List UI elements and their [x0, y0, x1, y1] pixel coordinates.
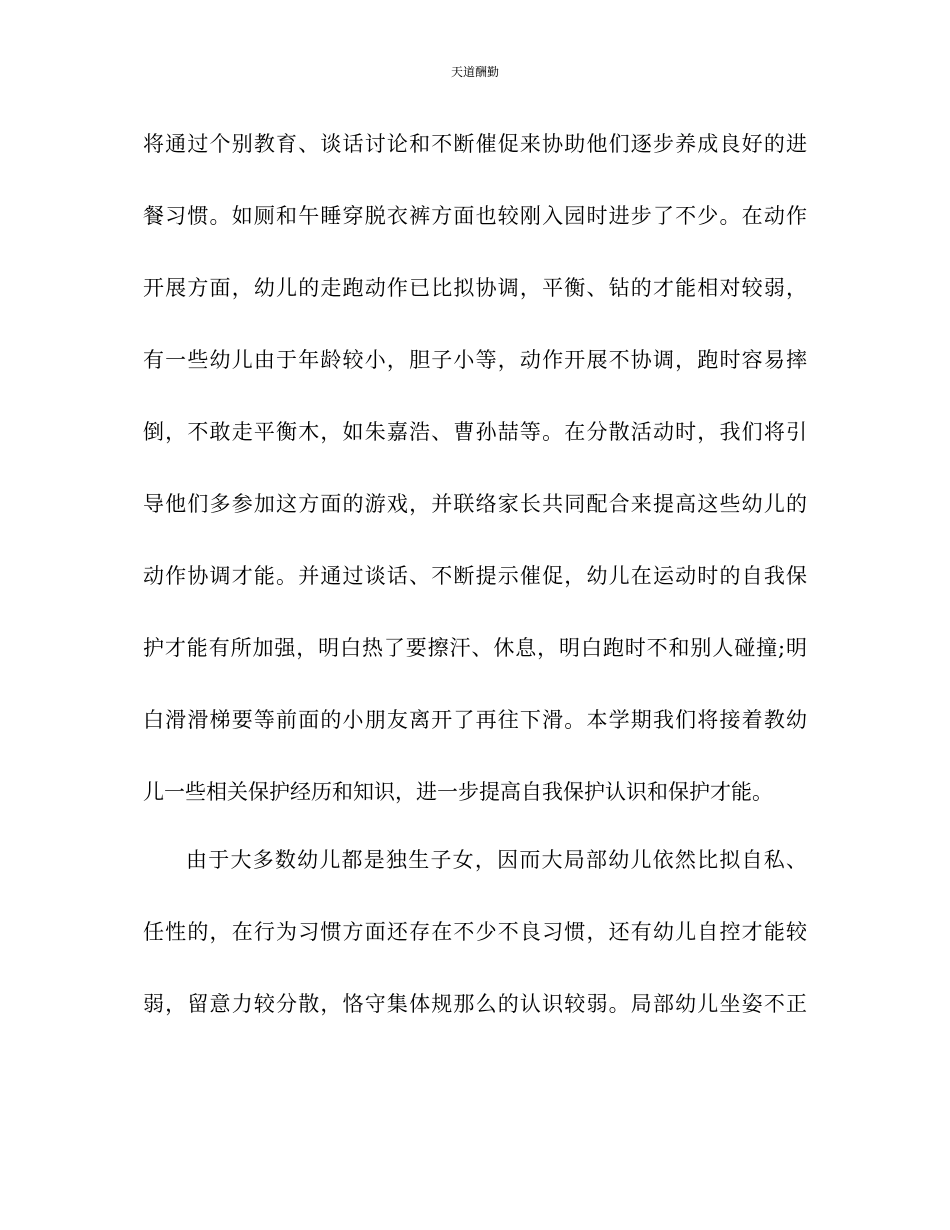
paragraph-line: 开展方面，幼儿的走跑动作已比拟协调，平衡、钻的才能相对较弱， — [143, 276, 807, 300]
paragraph-line: 由于大多数幼儿都是独生子女，因而大局部幼儿依然比拟自私、 — [186, 848, 807, 872]
paragraph-line: 将通过个别教育、谈话讨论和不断催促来协助他们逐步养成良好的进 — [143, 132, 807, 156]
paragraph-line: 护才能有所加强，明白热了要擦汗、休息，明白跑时不和别人碰撞;明 — [143, 636, 807, 660]
page-header: 天道酬勤 — [450, 65, 499, 79]
paragraph-line: 任性的，在行为习惯方面还存在不少不良习惯，还有幼儿自控才能较 — [143, 920, 807, 944]
paragraph-line: 有一些幼儿由于年龄较小，胆子小等，动作开展不协调，跑时容易摔 — [143, 348, 807, 372]
paragraph-line: 餐习惯。如厕和午睡穿脱衣裤方面也较刚入园时进步了不少。在动作 — [143, 204, 807, 228]
paragraph-line: 倒，不敢走平衡木，如朱嘉浩、曹孙喆等。在分散活动时，我们将引 — [143, 420, 807, 444]
paragraph-line: 导他们多参加这方面的游戏，并联络家长共同配合来提高这些幼儿的 — [143, 492, 807, 516]
paragraph-line: 动作协调才能。并通过谈话、不断提示催促，幼儿在运动时的自我保 — [143, 564, 807, 588]
paragraph-line: 儿一些相关保护经历和知识，进一步提高自我保护认识和保护才能。 — [143, 780, 773, 804]
paragraph-line: 弱，留意力较分散，恪守集体规那么的认识较弱。局部幼儿坐姿不正 — [143, 992, 807, 1016]
paragraph-line: 白滑滑梯要等前面的小朋友离开了再往下滑。本学期我们将接着教幼 — [143, 708, 807, 732]
